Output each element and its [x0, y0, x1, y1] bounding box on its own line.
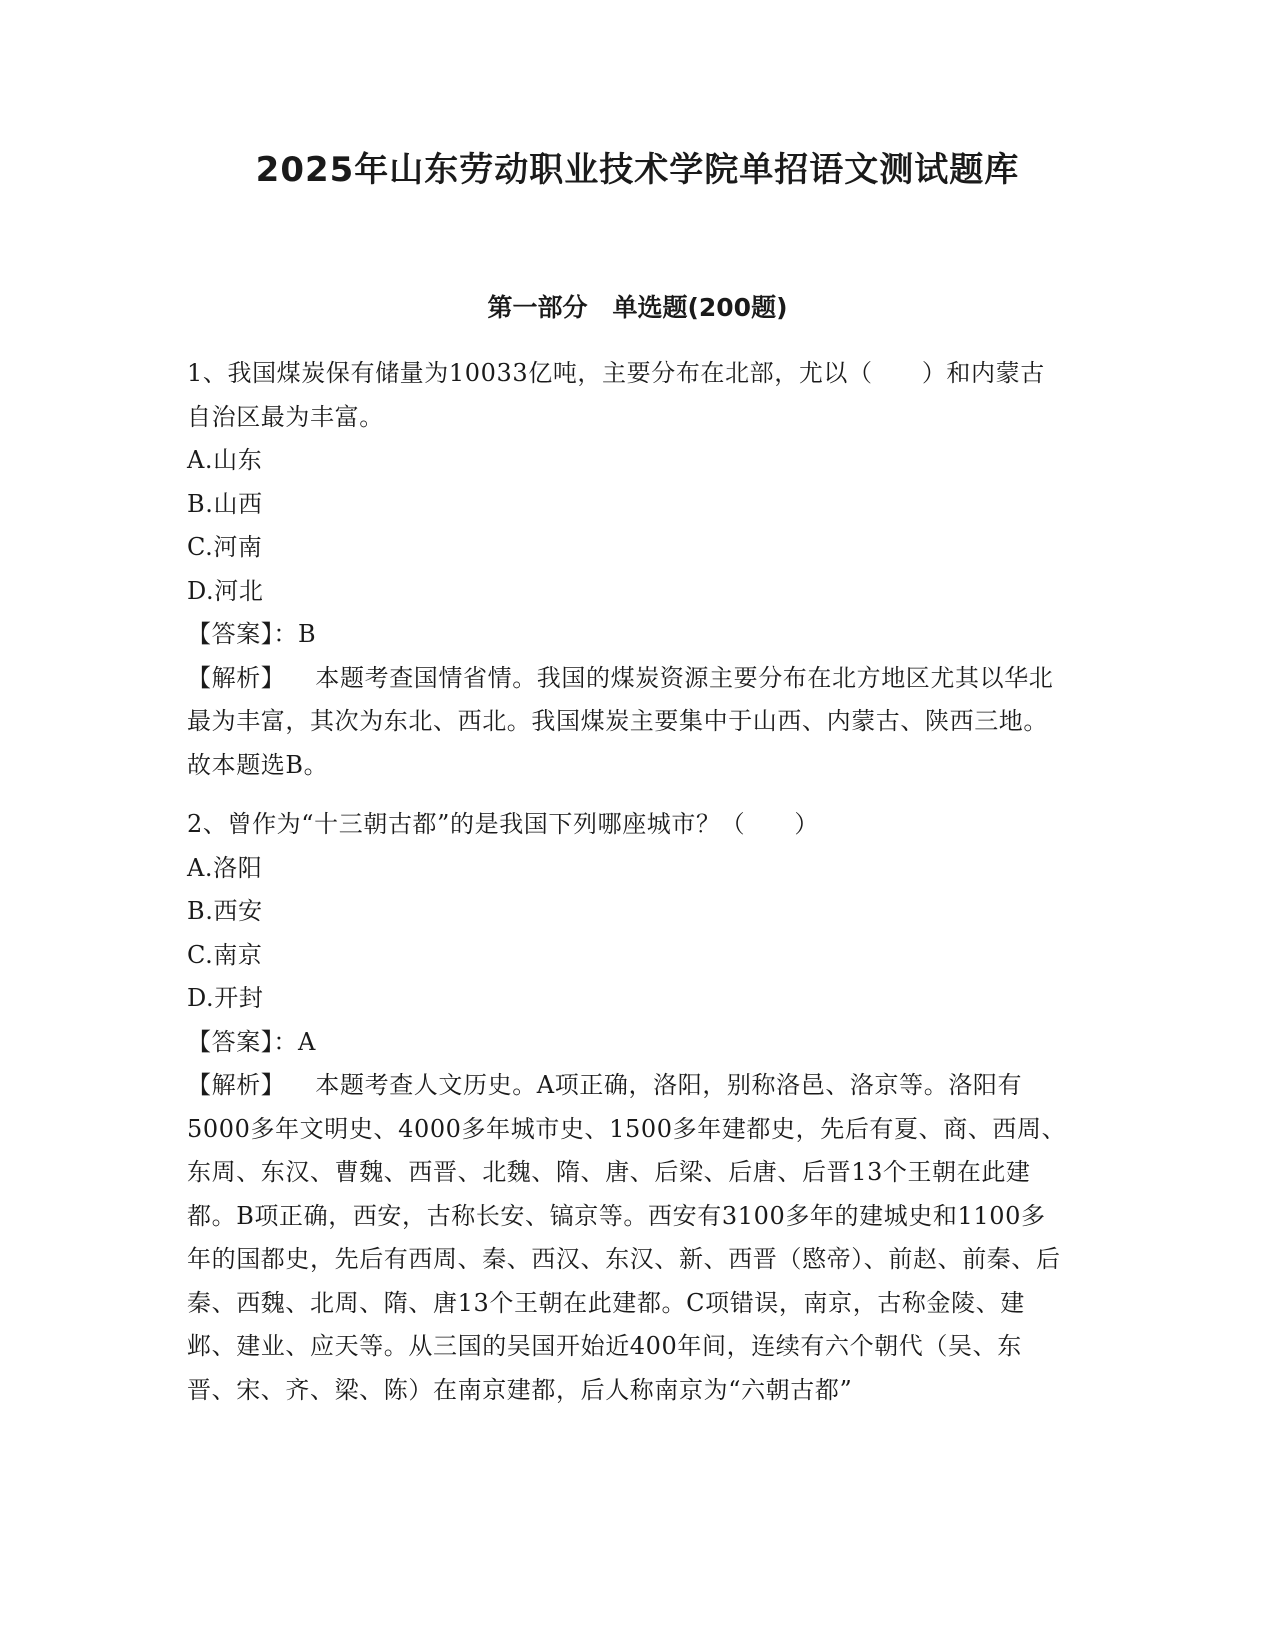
option-a: A.洛阳: [187, 853, 263, 882]
option-b: B.山西: [187, 489, 263, 518]
analysis-text: 本题考查人文历史。A项正确，洛阳，别称洛邑、洛京等。洛阳有5000多年文明史、4000多年城市史、1500多年建都史，先后有夏、商、西周、东周、东汉、曹魏、西晋、北魏、隋、唐、后梁、后唐、后晋13个王朝在此建都。B项正确，西安，古称长安、镐京等。西安有3100多年的建城史和1100多年的国都史，先后有西周、秦、西汉、东汉、新、西晋（愍帝）、前赵、前秦、后秦、西魏、北周、隋、唐13个王朝在此建都。C项错误，南京，古称金陵、建邺、建业、应天等。从三国的吴国开始近400年间，连续有六个朝代（吴、东晋、宋、齐、梁、陈）在南京建都，后人称南京为“六朝古都”: [187, 1071, 1067, 1404]
question-stem: 1、我国煤炭保有储量为10033亿吨，主要分布在北部，尤以（ ）和内蒙古自治区最为丰富。: [187, 359, 1045, 431]
option-c: C.河南: [187, 533, 263, 561]
option-a: A.山东: [187, 446, 263, 474]
answer-line: 【答案】：B: [187, 620, 317, 648]
question-item: [187, 352, 1067, 787]
document-title: 2025年山东劳动职业技术学院单招语文测试题库: [255, 150, 1020, 190]
section-title: 第一部分 单选题(200题): [487, 293, 788, 322]
analysis-label: 【解析】: [187, 663, 286, 692]
analysis-text: 本题考查国情省情。我国的煤炭资源主要分布在北方地区尤其以华北最为丰富，其次为东北、西北。我国煤炭主要集中于山西、内蒙古、陕西三地。故本题选B。: [187, 663, 1054, 779]
option-d: D.开封: [187, 984, 264, 1012]
option-c: C.南京: [187, 940, 263, 969]
question-stem: 2、曾作为“十三朝古都”的是我国下列哪座城市？（ ）: [187, 810, 820, 838]
option-b: B.西安: [187, 897, 263, 925]
option-d: D.河北: [187, 576, 264, 605]
answer-line: 【答案】：A: [187, 1027, 316, 1056]
question-item: [187, 803, 1067, 1412]
analysis-block: [187, 1064, 1067, 1412]
analysis-label: 【解析】: [187, 1071, 286, 1099]
question-list: [187, 352, 1067, 1412]
analysis-block: [187, 657, 1067, 788]
